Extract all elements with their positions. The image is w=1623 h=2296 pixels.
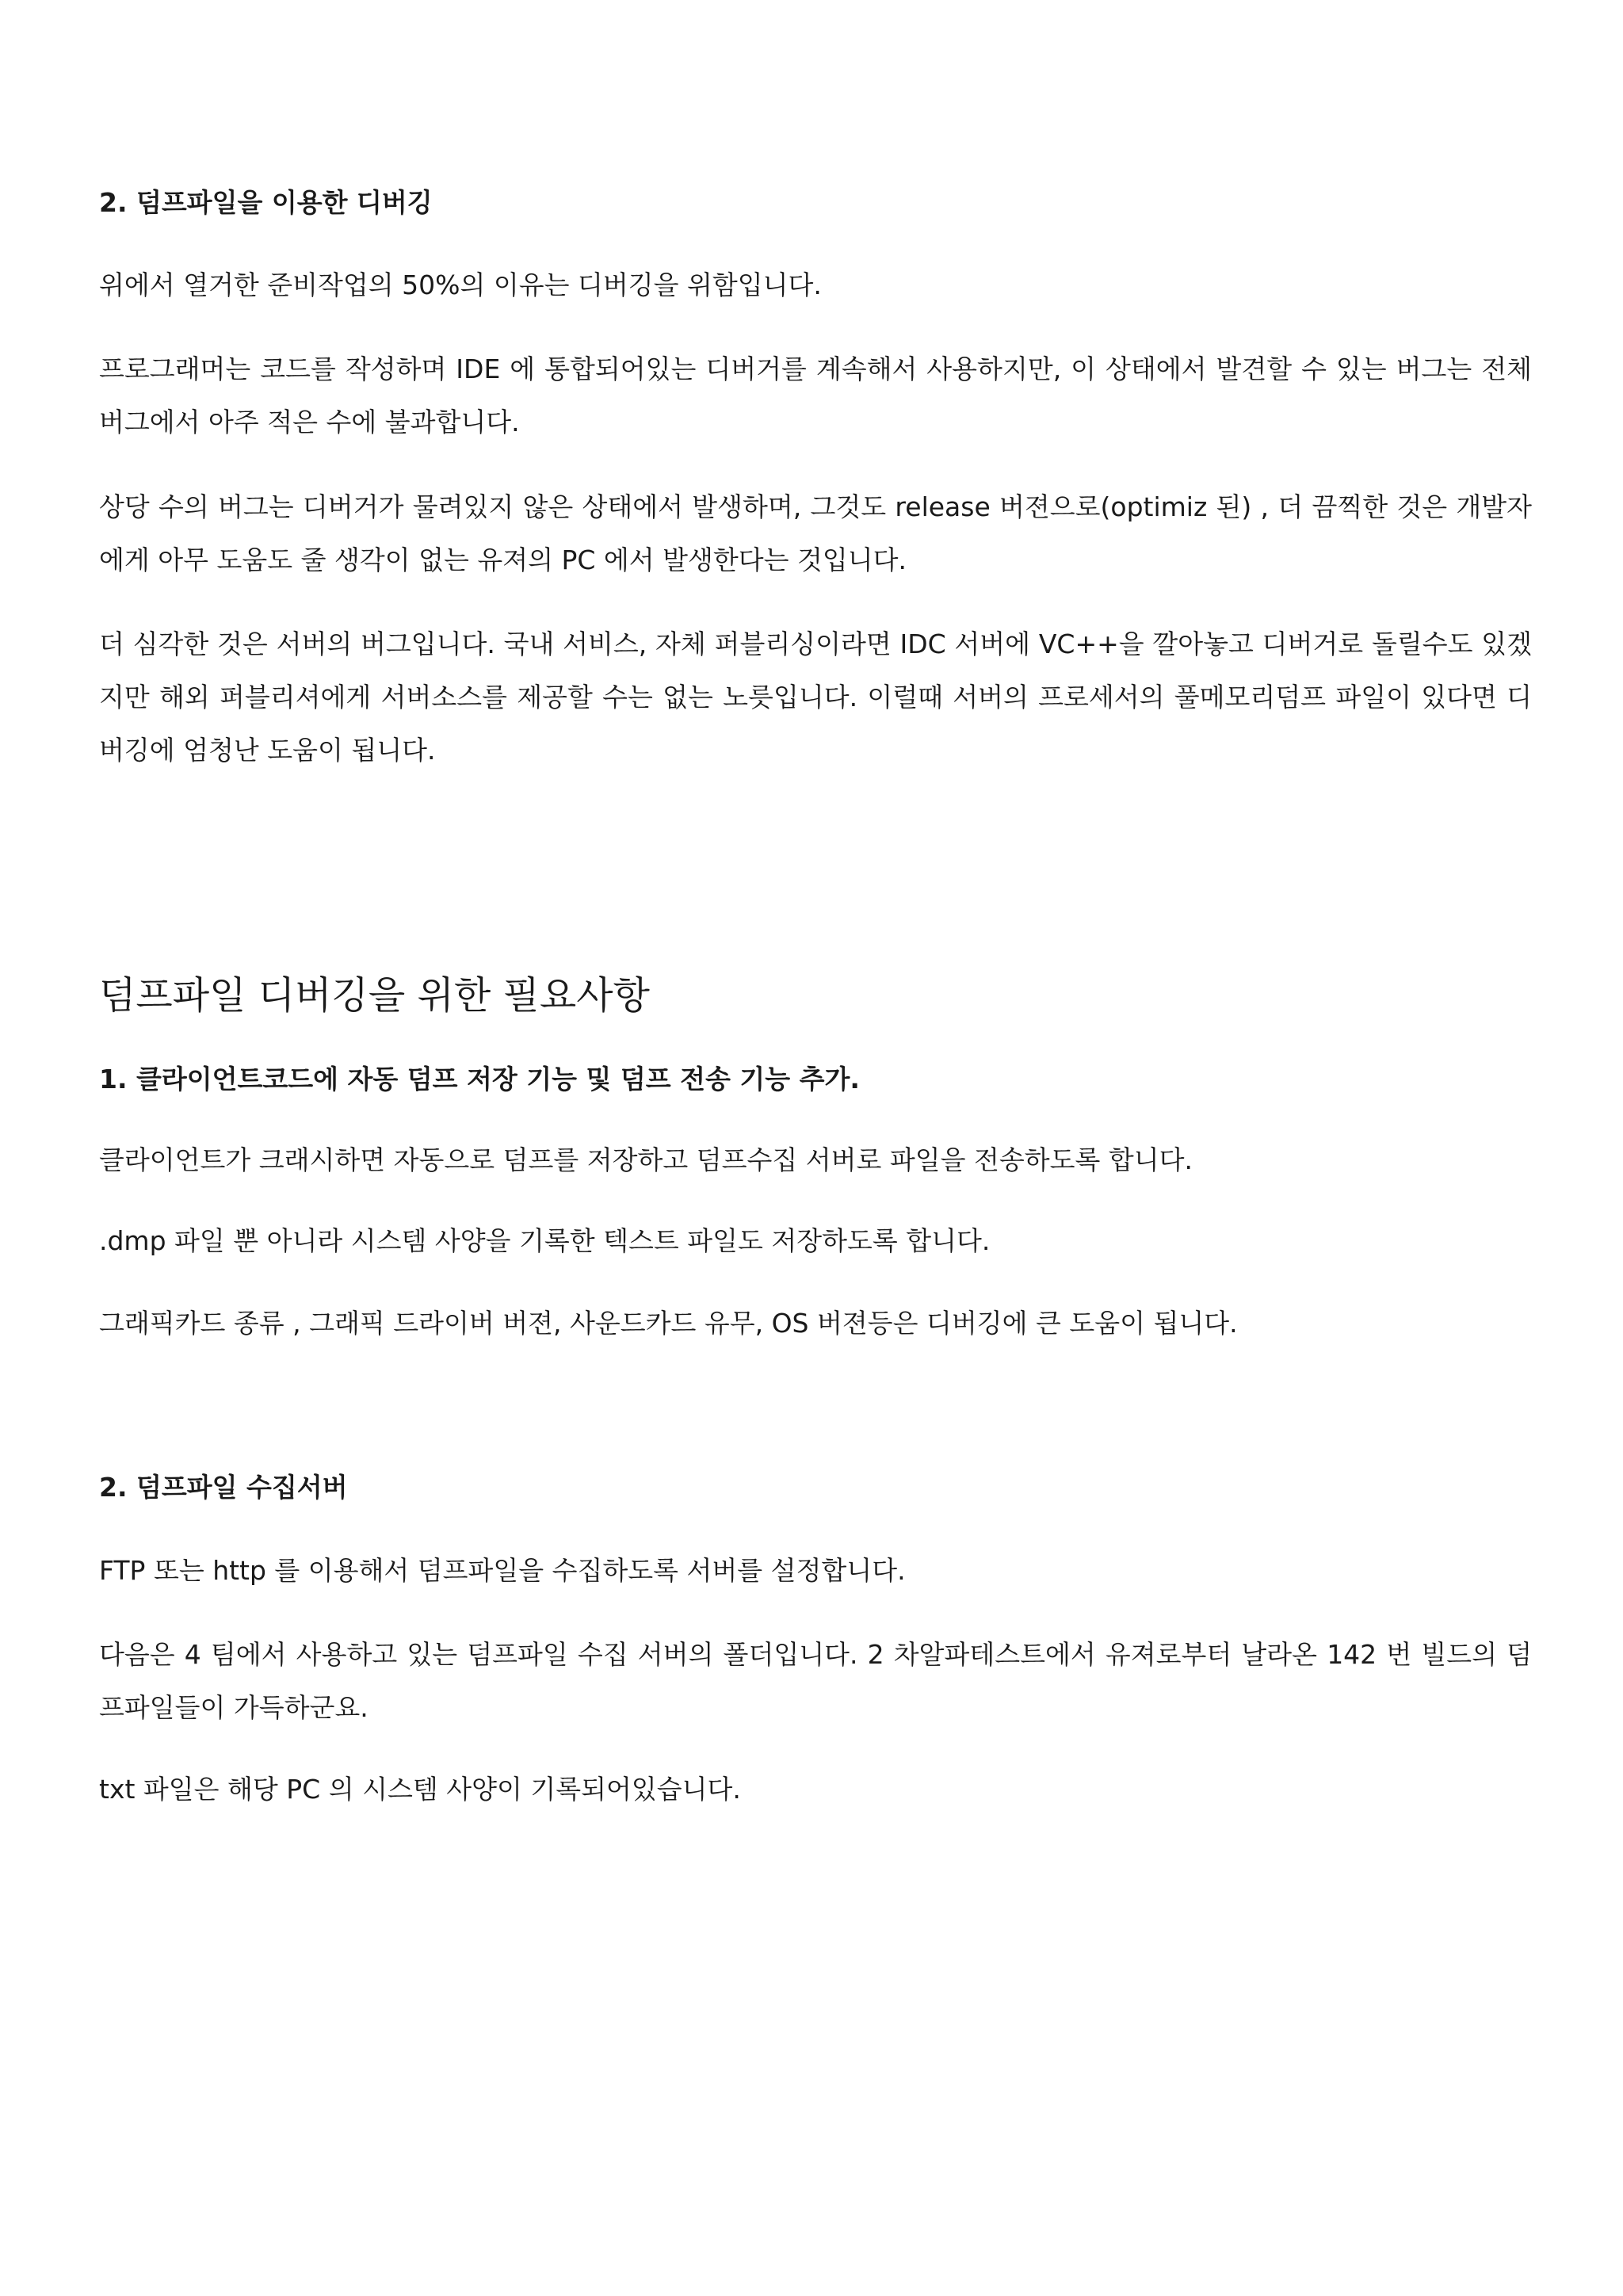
paragraph-text: 더 심각한 것은 서버의 버그입니다. 국내 서비스, 자체 퍼블리싱이라면 IDC 서버에 VC++을 깔아놓고 디버거로 돌릴수도 있겠지만 해외 퍼블리셔에게 서버소스를 제공할 수는 없는 노릇입니다. 이럴때 서버의 프로세서의 풀메모리덤프 파일이 있다면 디버깅에 엄청난 도움이 됩니다.	[99, 628, 1532, 766]
section-title-text: 덤프파일 디버깅을 위한 필요사항	[99, 973, 650, 1018]
paragraph	[99, 268, 1532, 303]
paragraph	[99, 342, 1532, 449]
paragraph-text: 다음은 4 팀에서 사용하고 있는 덤프파일 수집 서버의 폴더입니다. 2 차알파테스트에서 유져로부터 날라온 142 번 빌드의 덤프파일들이 가득하군요.	[99, 1639, 1532, 1723]
heading-text: 1. 클라이언트코드에 자동 덤프 저장 기능 및 덤프 전송 기능 추가.	[99, 1064, 860, 1095]
paragraph	[99, 1553, 1532, 1588]
paragraph	[99, 480, 1532, 586]
paragraph	[99, 1306, 1532, 1341]
heading-text: 2. 덤프파일 수집서버	[99, 1472, 348, 1503]
subheading-item2	[99, 1470, 1532, 1505]
paragraph-text: 상당 수의 버그는 디버거가 물려있지 않은 상태에서 발생하며, 그것도 release 버젼으로(optimiz 된) , 더 끔찍한 것은 개발자에게 아무 도움도 줄 생각이 없는 유져의 PC 에서 발생한다는 것입니다.	[99, 491, 1532, 575]
section-title-requirements	[99, 970, 1532, 1021]
paragraph	[99, 617, 1532, 777]
paragraph-text: 그래픽카드 종류 , 그래픽 드라이버 버젼, 사운드카드 유무, OS 버젼등은 디버깅에 큰 도움이 됩니다.	[99, 1308, 1238, 1339]
section-heading-debugging	[99, 185, 1532, 220]
paragraph	[99, 1772, 1532, 1807]
paragraph-text: txt 파일은 해당 PC 의 시스템 사양이 기록되어있습니다.	[99, 1774, 741, 1805]
paragraph-text: FTP 또는 http 를 이용해서 덤프파일을 수집하도록 서버를 설정합니다.	[99, 1555, 906, 1586]
paragraph	[99, 1143, 1532, 1178]
paragraph-text: 클라이언트가 크래시하면 자동으로 덤프를 저장하고 덤프수집 서버로 파일을 전송하도록 합니다.	[99, 1144, 1193, 1175]
subheading-item1	[99, 1062, 1532, 1097]
paragraph	[99, 1224, 1532, 1259]
heading-text: 2. 덤프파일을 이용한 디버깅	[99, 187, 433, 218]
paragraph-text: .dmp 파일 뿐 아니라 시스템 사양을 기록한 텍스트 파일도 저장하도록 합니다.	[99, 1225, 991, 1256]
paragraph-text: 위에서 열거한 준비작업의 50%의 이유는 디버깅을 위함입니다.	[99, 269, 822, 300]
paragraph	[99, 1628, 1532, 1734]
paragraph-text: 프로그래머는 코드를 작성하며 IDE 에 통합되어있는 디버거를 계속해서 사용하지만, 이 상태에서 발견할 수 있는 버그는 전체 버그에서 아주 적은 수에 불과합니다.	[99, 353, 1532, 437]
